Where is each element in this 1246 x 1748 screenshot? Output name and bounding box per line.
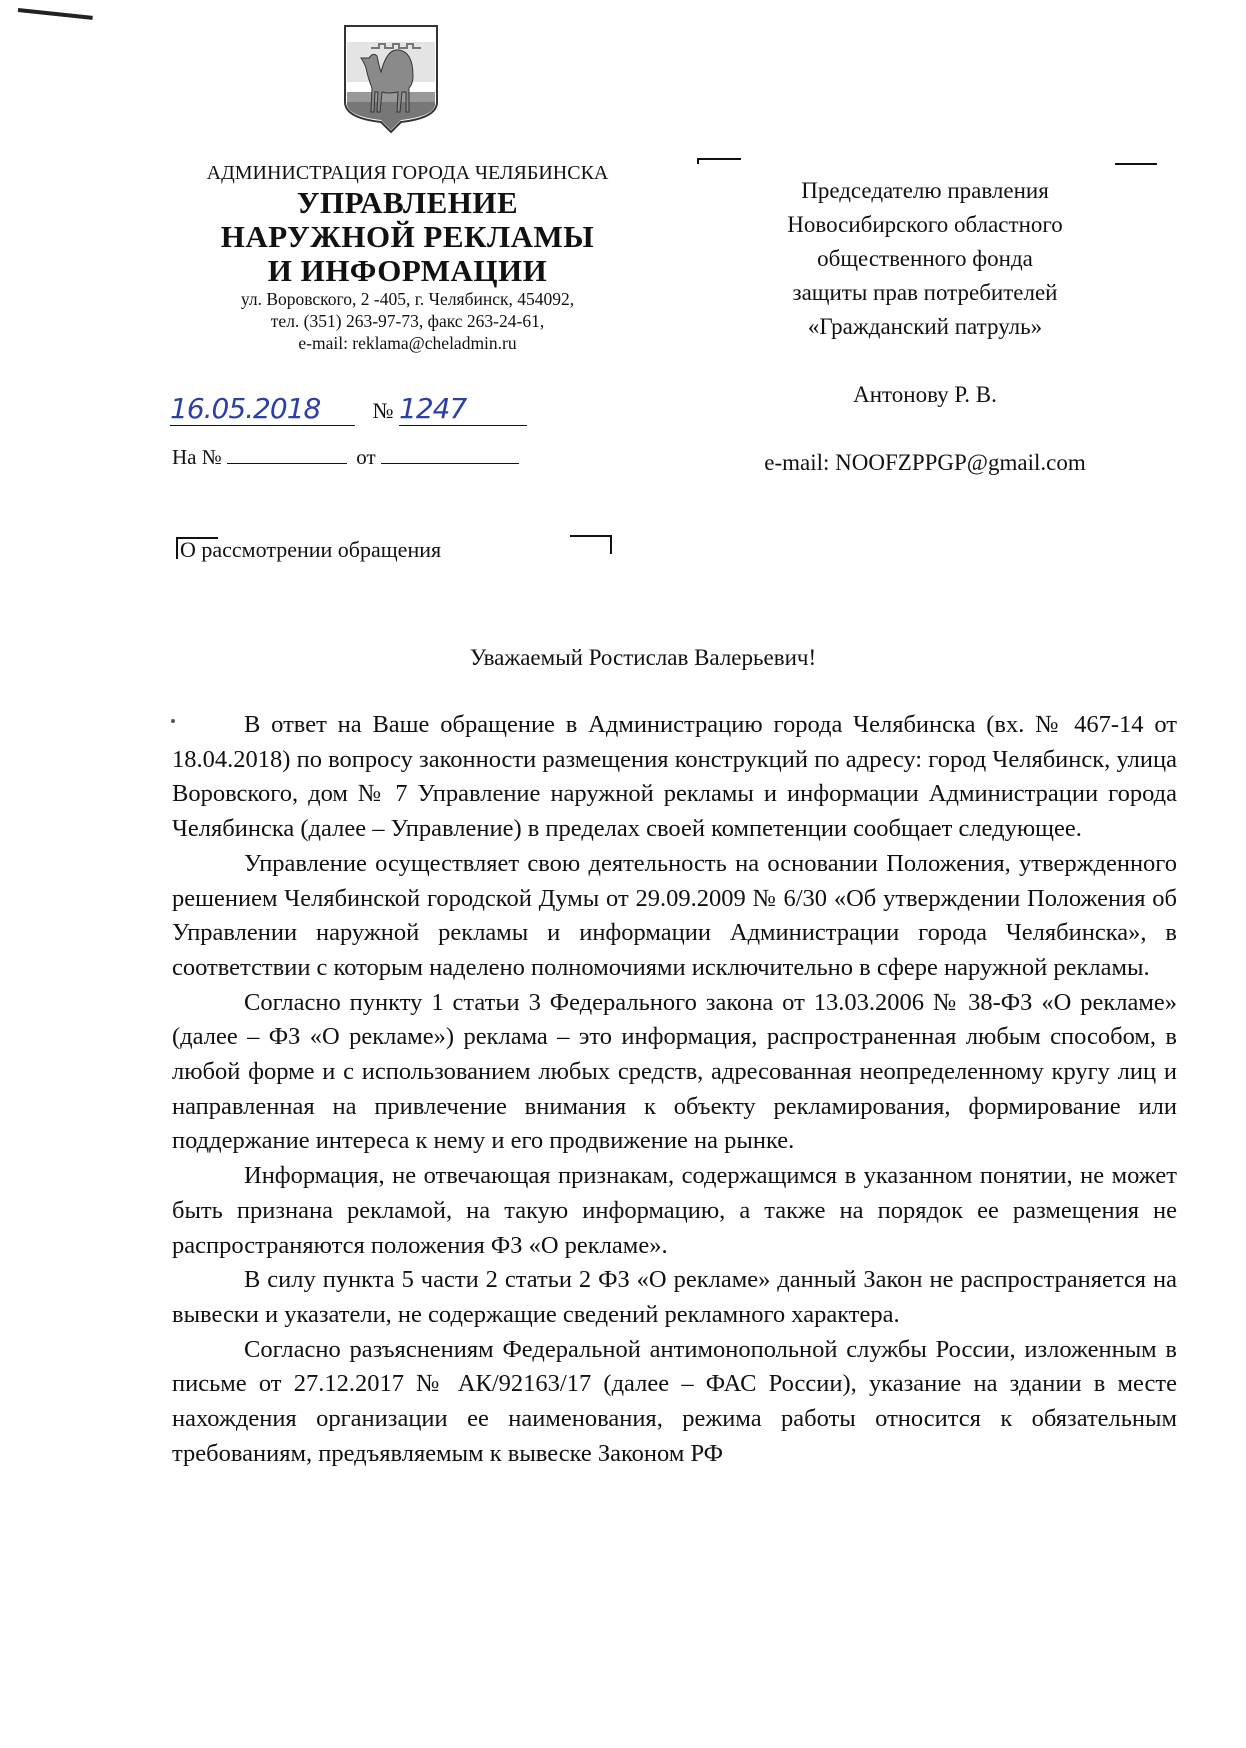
body-paragraph: Согласно разъяснениям Федеральной антимонопольной службы России, изложенным в письме от 27.12.2017 № АК/92163/17 (далее – ФАС России), указание на здании в месте нахождения организации ее наименования, режима работы относится к обязательным требованиям, предъявляемым к вывеске Законом РФ (172, 1335, 1177, 1467)
registration-date: 16.05.2018 (170, 392, 355, 426)
letterhead (160, 160, 655, 354)
recipient-name: Антонову Р. В. (853, 382, 997, 407)
address-corner-right (1115, 163, 1157, 165)
letter-body (172, 708, 1177, 1471)
letter-subject: О рассмотрении обращения (180, 537, 442, 562)
recipient-line: Председателю правления (801, 178, 1049, 203)
reference-line (172, 443, 519, 470)
scan-artifact-mark (18, 8, 93, 20)
recipient-line: общественного фонда (817, 246, 1033, 271)
reference-number-blank (227, 443, 347, 464)
salutation: Уважаемый Ростислав Валерьевич! (469, 645, 817, 670)
recipient-email: e-mail: NOOFZPPGP@gmail.com (764, 450, 1086, 475)
reference-number-label: На № (172, 445, 222, 469)
administration-name: АДМИНИСТРАЦИЯ ГОРОДА ЧЕЛЯБИНСКА (206, 162, 609, 184)
recipient-line: Новосибирского областного (787, 212, 1063, 237)
recipient-block (745, 174, 1105, 480)
department-phone-fax: тел. (351) 263-97-73, факс 263-24-61, (270, 311, 545, 331)
address-corner-left (697, 158, 741, 164)
recipient-line: «Гражданский патруль» (807, 314, 1043, 339)
body-paragraph: Информация, не отвечающая признакам, содержащимся в указанном понятии, не может быть признана рекламой, на такую информацию, а также на порядок ее размещения не распространяются положения ФЗ «О рекламе». (172, 1162, 1177, 1259)
department-name-line-2: НАРУЖНОЙ РЕКЛАМЫ (220, 219, 595, 254)
registration-line (170, 392, 527, 426)
department-address: ул. Воровского, 2 -405, г. Челябинск, 454092, (240, 289, 575, 309)
body-paragraph: Управление осуществляет свою деятельность на основании Положения, утвержденного решением Челябинской городской Думы от 29.09.2009 № 6/30 «Об утверждении Положения об Управлении наружной рекламы и информации Администрации города Челябинска», в соответствии с которым наделено полномочиями исключительно в сфере наружной рекламы. (172, 849, 1177, 981)
department-name-line-1: УПРАВЛЕНИЕ (296, 185, 519, 220)
department-email: e-mail: reklama@cheladmin.ru (298, 333, 517, 353)
subject-corner-right (570, 535, 612, 554)
department-name-line-3: И ИНФОРМАЦИИ (267, 253, 548, 288)
body-paragraph: Согласно пункту 1 статьи 3 Федерального закона от 13.03.2006 № 38-ФЗ «О рекламе» (далее – ФЗ «О рекламе») реклама – это информация, распространенная любым способом, в любой форме и с использованием любых средств, адресованная неопределенному кругу лиц и направленная на привлечение внимания к объекту рекламирования, формирование или поддержание интереса к нему и его продвижение на рынке. (172, 988, 1177, 1155)
reference-date-blank (381, 443, 519, 464)
recipient-line: защиты прав потребителей (792, 280, 1058, 305)
reference-date-label: от (356, 445, 376, 469)
registration-number-label: № (372, 398, 394, 423)
registration-number: 1247 (399, 392, 527, 426)
body-paragraph: В ответ на Ваше обращение в Администрацию города Челябинска (вх. № 467-14 от 18.04.2018) по вопросу законности размещения конструкций по адресу: город Челябинск, улица Воровского, дом № 7 Управление наружной рекламы и информации Администрации города Челябинска (далее – Управление) в пределах своей компетенции сообщает следующее. (172, 711, 1177, 843)
coat-of-arms-icon (341, 22, 441, 134)
body-paragraph: В силу пункта 5 части 2 статьи 2 ФЗ «О рекламе» данный Закон не распространяется на вывески и указатели, не содержащие сведений рекламного характера. (172, 1266, 1177, 1328)
